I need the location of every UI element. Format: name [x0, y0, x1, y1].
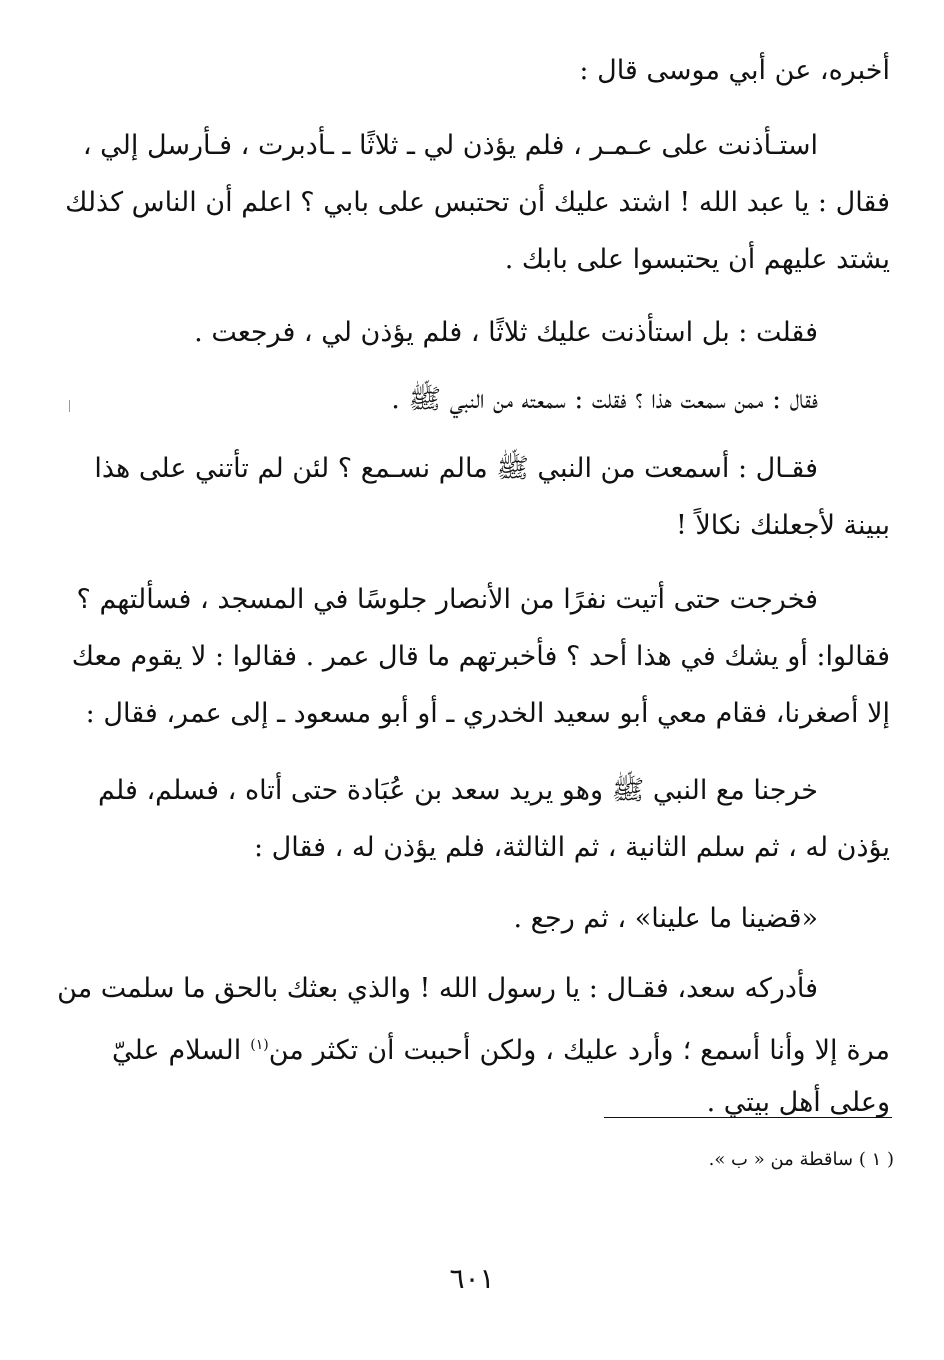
line-16-text: مرة إلا وأنا أسمع ؛ وأرد عليك ، ولكن أحببت أن تكثر من — [268, 1035, 890, 1066]
line-7: فقـال : أسمعت من النبي ﷺ مالم نسـمع ؟ لئن لم تأتني على هذا — [94, 453, 818, 484]
line-12: خرجنا مع النبي ﷺ وهو يريد سعد بن عُبَادة حتى أتاه ، فسلم، فلم — [98, 775, 818, 806]
line-15: فأدركه سعد، فقـال : يا رسول الله ! والذي بعثك بالحق ما سلمت من — [57, 973, 818, 1004]
paragraph — [98, 762, 890, 876]
paragraph — [112, 890, 890, 947]
line-13: يؤذن له ، ثم سلم الثانية ، ثم الثالثة، فلم يؤذن له ، فقال : — [253, 832, 890, 863]
paragraph — [112, 304, 890, 361]
line-6: فقال : ممن سمعت هذا ؟ فقلت : سمعته من النبي ﷺ . — [391, 384, 818, 415]
paragraph — [112, 371, 890, 428]
paragraph — [57, 960, 890, 1131]
line-1: أخبره، عن أبي موسى قال : — [579, 55, 890, 86]
page-number: ٦٠١ — [449, 1262, 495, 1295]
line-10: فقالوا: أو يشك في هذا أحد ؟ فأخبرتهم ما قال عمر . فقالوا : لا يقوم معك — [71, 641, 890, 672]
footnote: ( ١ ) ساقطة من « ب ». — [708, 1149, 894, 1170]
scan-mark — [69, 400, 70, 412]
line-9: فخرجت حتى أتيت نفرًا من الأنصار جلوسًا في المسجد ، فسألتهم ؟ — [76, 584, 818, 615]
text-line — [112, 42, 890, 99]
line-2: استـأذنت على عـمـر ، فلم يؤذن لي ـ ثلاثًا ـ ـأدبرت ، فـأرسل إلي ، — [82, 130, 818, 161]
line-5: فقلت : بل استأذنت عليك ثلاثًا ، فلم يؤذن لي ، فرجعت . — [194, 317, 818, 348]
paragraph — [71, 571, 890, 742]
footnote-separator — [604, 1117, 892, 1118]
line-16 — [112, 1017, 890, 1074]
paragraph — [65, 117, 890, 288]
footnote-ref: (١) — [250, 1037, 269, 1053]
line-11: إلا أصغرنا، فقام معي أبو سعيد الخدري ـ أو أبو مسعود ـ إلى عمر، فقال : — [85, 698, 890, 729]
line-3: فقال : يا عبد الله ! اشتد عليك أن تحتبس على بابي ؟ اعلم أن الناس كذلك — [65, 187, 890, 218]
line-16-end: السلام عليّ — [112, 1035, 242, 1066]
line-17: وعلى أهل بيتي . — [706, 1087, 890, 1118]
line-8: ببينة لأجعلنك نكالاً ! — [675, 510, 890, 541]
paragraph — [94, 440, 890, 554]
line-14: «قضينا ما علينا» ، ثم رجع . — [513, 903, 818, 934]
line-4: يشتد عليهم أن يحتبسوا على بابك . — [504, 244, 890, 275]
